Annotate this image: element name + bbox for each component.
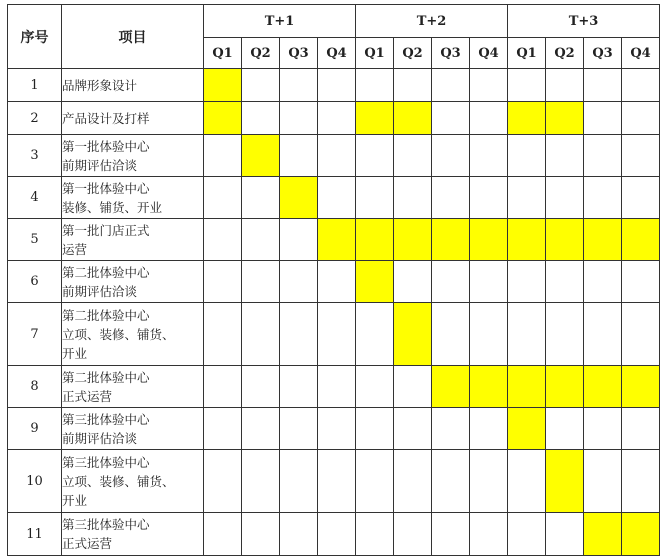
- task-name: [62, 219, 204, 261]
- schedule-cell-active: [584, 513, 622, 556]
- schedule-cell-empty: [394, 135, 432, 177]
- schedule-cell-active: [546, 219, 584, 261]
- schedule-cell-empty: [318, 408, 356, 450]
- schedule-cell-empty: [204, 366, 242, 408]
- schedule-table-wrapper: [7, 4, 660, 556]
- schedule-cell-empty: [546, 303, 584, 366]
- quarter-header-t2-q2: Q2: [394, 38, 432, 69]
- schedule-cell-empty: [470, 177, 508, 219]
- schedule-cell-empty: [470, 261, 508, 303]
- quarter-header-t2-q4: Q4: [470, 38, 508, 69]
- schedule-cell-active: [204, 69, 242, 102]
- task-name-line: 开业: [62, 345, 88, 361]
- task-name: [62, 366, 204, 408]
- schedule-cell-empty: [356, 135, 394, 177]
- schedule-cell-empty: [546, 261, 584, 303]
- schedule-cell-empty: [432, 450, 470, 513]
- schedule-cell-active: [394, 303, 432, 366]
- quarter-header-t1-q2: Q2: [242, 38, 280, 69]
- task-name-line: 第三批体验中心: [62, 454, 150, 470]
- schedule-cell-empty: [242, 513, 280, 556]
- schedule-cell-active: [204, 102, 242, 135]
- schedule-cell-empty: [318, 261, 356, 303]
- schedule-cell-empty: [356, 303, 394, 366]
- schedule-cell-empty: [280, 408, 318, 450]
- schedule-cell-empty: [280, 513, 318, 556]
- task-name: [62, 513, 204, 556]
- table-row: [8, 513, 660, 556]
- schedule-cell-empty: [204, 219, 242, 261]
- row-number: 1: [8, 69, 62, 102]
- schedule-cell-empty: [470, 303, 508, 366]
- schedule-cell-active: [622, 513, 660, 556]
- schedule-cell-active: [508, 102, 546, 135]
- task-name-line: 立项、装修、铺货、: [62, 326, 175, 342]
- schedule-cell-empty: [280, 366, 318, 408]
- schedule-cell-active: [394, 102, 432, 135]
- schedule-cell-empty: [584, 450, 622, 513]
- schedule-cell-empty: [432, 102, 470, 135]
- schedule-cell-empty: [204, 513, 242, 556]
- table-row: [8, 450, 660, 513]
- schedule-cell-empty: [280, 303, 318, 366]
- task-name-line: 第一批门店正式: [62, 222, 150, 238]
- schedule-cell-empty: [508, 450, 546, 513]
- year-header-t2: T+2: [356, 5, 508, 38]
- schedule-cell-empty: [242, 450, 280, 513]
- schedule-cell-active: [508, 366, 546, 408]
- schedule-cell-active: [622, 366, 660, 408]
- schedule-cell-empty: [318, 303, 356, 366]
- task-name-line: 开业: [62, 492, 88, 508]
- schedule-cell-empty: [318, 450, 356, 513]
- schedule-cell-empty: [470, 69, 508, 102]
- task-name: [62, 135, 204, 177]
- task-name-line: 前期评估洽谈: [62, 283, 138, 299]
- schedule-cell-empty: [432, 261, 470, 303]
- quarter-header-t3-q2: Q2: [546, 38, 584, 69]
- quarter-header-t1-q4: Q4: [318, 38, 356, 69]
- schedule-cell-empty: [508, 177, 546, 219]
- task-name-line: 正式运营: [62, 536, 113, 551]
- schedule-cell-empty: [622, 135, 660, 177]
- schedule-cell-empty: [394, 69, 432, 102]
- schedule-cell-active: [470, 219, 508, 261]
- schedule-cell-empty: [242, 102, 280, 135]
- schedule-cell-empty: [394, 177, 432, 219]
- task-name-line: 前期评估洽谈: [62, 157, 138, 173]
- quarter-header-t3-q1: Q1: [508, 38, 546, 69]
- row-number: 3: [8, 135, 62, 177]
- schedule-cell-empty: [204, 177, 242, 219]
- table-row: [8, 69, 660, 102]
- schedule-cell-empty: [622, 303, 660, 366]
- schedule-cell-empty: [622, 450, 660, 513]
- schedule-cell-empty: [394, 408, 432, 450]
- schedule-cell-empty: [584, 261, 622, 303]
- schedule-table: [7, 4, 660, 556]
- table-row: [8, 135, 660, 177]
- schedule-cell-empty: [622, 177, 660, 219]
- schedule-cell-empty: [242, 303, 280, 366]
- schedule-cell-active: [508, 408, 546, 450]
- task-name-line: 产品设计及打样: [62, 110, 150, 126]
- task-name-line: 正式运营: [62, 388, 113, 404]
- task-name: [62, 102, 204, 135]
- schedule-cell-active: [546, 366, 584, 408]
- schedule-cell-empty: [356, 366, 394, 408]
- schedule-cell-active: [356, 102, 394, 135]
- task-name-line: 运营: [62, 241, 88, 257]
- schedule-cell-active: [318, 219, 356, 261]
- task-name-line: 第二批体验中心: [62, 369, 150, 385]
- schedule-cell-empty: [546, 135, 584, 177]
- schedule-cell-empty: [622, 408, 660, 450]
- schedule-cell-empty: [508, 513, 546, 556]
- task-name: [62, 303, 204, 366]
- table-row: [8, 366, 660, 408]
- row-number: 5: [8, 219, 62, 261]
- schedule-cell-empty: [584, 69, 622, 102]
- table-row: [8, 102, 660, 135]
- schedule-cell-empty: [470, 102, 508, 135]
- schedule-cell-empty: [356, 513, 394, 556]
- schedule-cell-active: [432, 366, 470, 408]
- task-name-line: 第二批体验中心: [62, 264, 150, 280]
- schedule-cell-empty: [622, 102, 660, 135]
- schedule-cell-empty: [394, 513, 432, 556]
- schedule-cell-empty: [280, 69, 318, 102]
- schedule-cell-empty: [508, 69, 546, 102]
- schedule-cell-active: [280, 177, 318, 219]
- schedule-cell-empty: [432, 303, 470, 366]
- task-name-line: 第三批体验中心: [62, 411, 150, 427]
- table-row: [8, 408, 660, 450]
- schedule-cell-empty: [318, 513, 356, 556]
- row-number: 2: [8, 102, 62, 135]
- table-row: [8, 219, 660, 261]
- task-name-line: 装修、铺货、开业: [62, 199, 163, 215]
- quarter-header-t3-q4: Q4: [622, 38, 660, 69]
- schedule-cell-empty: [470, 513, 508, 556]
- schedule-cell-empty: [432, 69, 470, 102]
- schedule-cell-active: [356, 261, 394, 303]
- schedule-cell-empty: [280, 102, 318, 135]
- row-number: 8: [8, 366, 62, 408]
- schedule-cell-empty: [280, 135, 318, 177]
- schedule-cell-empty: [622, 69, 660, 102]
- task-name: [62, 177, 204, 219]
- schedule-cell-empty: [470, 450, 508, 513]
- schedule-cell-empty: [280, 219, 318, 261]
- schedule-cell-empty: [242, 261, 280, 303]
- schedule-cell-active: [584, 219, 622, 261]
- row-number: 11: [8, 513, 62, 556]
- schedule-cell-empty: [242, 69, 280, 102]
- quarter-header-t3-q3: Q3: [584, 38, 622, 69]
- schedule-cell-empty: [356, 408, 394, 450]
- schedule-cell-empty: [242, 219, 280, 261]
- schedule-cell-empty: [318, 366, 356, 408]
- schedule-cell-empty: [432, 513, 470, 556]
- schedule-cell-empty: [622, 261, 660, 303]
- schedule-cell-active: [242, 135, 280, 177]
- schedule-cell-empty: [584, 303, 622, 366]
- schedule-cell-empty: [242, 366, 280, 408]
- schedule-cell-empty: [546, 408, 584, 450]
- quarter-header-t1-q1: Q1: [204, 38, 242, 69]
- schedule-body: [8, 69, 660, 556]
- row-number: 4: [8, 177, 62, 219]
- table-row: [8, 303, 660, 366]
- quarter-header-t2-q3: Q3: [432, 38, 470, 69]
- schedule-cell-empty: [318, 102, 356, 135]
- schedule-cell-empty: [204, 450, 242, 513]
- task-name: [62, 69, 204, 102]
- schedule-cell-empty: [432, 177, 470, 219]
- no-column-header: 序号: [8, 5, 62, 69]
- schedule-cell-active: [470, 366, 508, 408]
- schedule-cell-empty: [546, 69, 584, 102]
- schedule-cell-active: [546, 102, 584, 135]
- item-column-header: 项目: [62, 5, 204, 69]
- schedule-cell-active: [356, 219, 394, 261]
- schedule-cell-empty: [508, 135, 546, 177]
- schedule-cell-empty: [432, 135, 470, 177]
- row-number: 10: [8, 450, 62, 513]
- schedule-cell-empty: [394, 450, 432, 513]
- table-row: [8, 177, 660, 219]
- schedule-cell-empty: [318, 177, 356, 219]
- schedule-cell-empty: [204, 408, 242, 450]
- schedule-cell-empty: [204, 303, 242, 366]
- task-name: [62, 450, 204, 513]
- schedule-cell-empty: [546, 513, 584, 556]
- schedule-cell-empty: [470, 135, 508, 177]
- schedule-cell-empty: [204, 261, 242, 303]
- task-name-line: 前期评估洽谈: [62, 430, 138, 446]
- year-header-row: [8, 5, 660, 38]
- quarter-header-t2-q1: Q1: [356, 38, 394, 69]
- schedule-cell-empty: [584, 135, 622, 177]
- quarter-header-t1-q3: Q3: [280, 38, 318, 69]
- schedule-cell-empty: [242, 408, 280, 450]
- task-name-line: 第一批体验中心: [62, 180, 150, 196]
- row-number: 7: [8, 303, 62, 366]
- schedule-cell-empty: [508, 303, 546, 366]
- task-name-line: 第三批体验中心: [62, 517, 150, 532]
- year-header-t1: T+1: [204, 5, 356, 38]
- schedule-cell-empty: [356, 450, 394, 513]
- schedule-cell-empty: [280, 261, 318, 303]
- schedule-cell-empty: [280, 450, 318, 513]
- schedule-cell-active: [508, 219, 546, 261]
- table-row: [8, 261, 660, 303]
- schedule-cell-empty: [242, 177, 280, 219]
- schedule-cell-empty: [584, 177, 622, 219]
- task-name-line: 第一批体验中心: [62, 138, 150, 154]
- schedule-cell-empty: [318, 135, 356, 177]
- task-name: [62, 408, 204, 450]
- schedule-cell-empty: [470, 408, 508, 450]
- schedule-cell-active: [394, 219, 432, 261]
- task-name-line: 品牌形象设计: [62, 77, 138, 93]
- schedule-cell-empty: [584, 408, 622, 450]
- schedule-cell-empty: [318, 69, 356, 102]
- task-name-line: 第二批体验中心: [62, 307, 150, 323]
- schedule-cell-empty: [546, 177, 584, 219]
- schedule-cell-active: [622, 219, 660, 261]
- schedule-cell-empty: [394, 261, 432, 303]
- schedule-cell-empty: [204, 135, 242, 177]
- schedule-cell-empty: [508, 261, 546, 303]
- schedule-cell-active: [546, 450, 584, 513]
- task-name-line: 立项、装修、铺货、: [62, 473, 175, 489]
- schedule-cell-active: [432, 219, 470, 261]
- schedule-cell-empty: [356, 69, 394, 102]
- schedule-cell-empty: [356, 177, 394, 219]
- schedule-cell-empty: [394, 366, 432, 408]
- row-number: 9: [8, 408, 62, 450]
- schedule-cell-empty: [432, 408, 470, 450]
- row-number: 6: [8, 261, 62, 303]
- schedule-cell-empty: [584, 102, 622, 135]
- year-header-t3: T+3: [508, 5, 660, 38]
- task-name: [62, 261, 204, 303]
- schedule-cell-active: [584, 366, 622, 408]
